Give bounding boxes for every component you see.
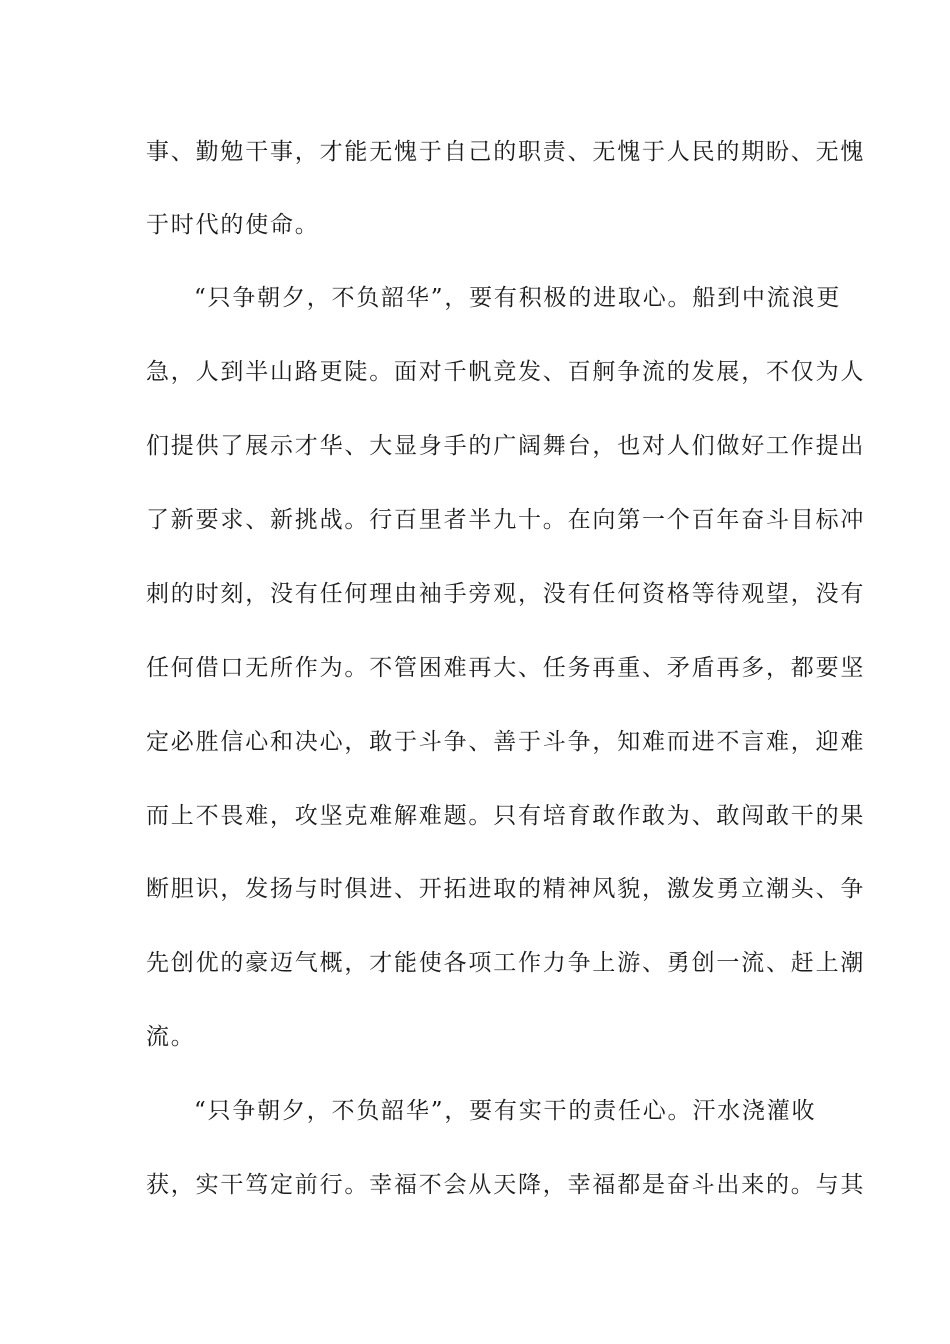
text-line: 于时代的使命。 bbox=[146, 212, 320, 238]
text-line: 获，实干笃定前行。幸福不会从天降，幸福都是奋斗出来的。与其 bbox=[146, 1172, 866, 1198]
text-line: 任何借口无所作为。不管困难再大、任务再重、矛盾再多，都要坚 bbox=[146, 655, 866, 681]
paragraph-first-line: “只争朝夕，不负韶华”，要有实干的责任心。汗水浇灌收 bbox=[194, 1098, 817, 1124]
text-line: 了新要求、新挑战。行百里者半九十。在向第一个百年奋斗目标冲 bbox=[146, 507, 866, 533]
text-line: 急，人到半山路更陡。面对千帆竞发、百舸争流的发展，不仅为人 bbox=[146, 359, 866, 385]
paragraph-first-line: “只争朝夕，不负韶华”，要有积极的进取心。船到中流浪更 bbox=[194, 285, 842, 311]
text-line: 流。 bbox=[146, 1024, 196, 1050]
text-line: 而上不畏难，攻坚克难解难题。只有培育敢作敢为、敢闯敢干的果 bbox=[146, 803, 866, 829]
text-line: 定必胜信心和决心，敢于斗争、善于斗争，知难而进不言难，迎难 bbox=[146, 729, 866, 755]
text-line: 先创优的豪迈气概，才能使各项工作力争上游、勇创一流、赶上潮 bbox=[146, 950, 866, 976]
text-line: 们提供了展示才华、大显身手的广阔舞台，也对人们做好工作提出 bbox=[146, 433, 866, 459]
text-line: 断胆识，发扬与时俱进、开拓进取的精神风貌，激发勇立潮头、争 bbox=[146, 876, 866, 902]
text-line: 刺的时刻，没有任何理由袖手旁观，没有任何资格等待观望，没有 bbox=[146, 581, 866, 607]
text-line: 事、勤勉干事，才能无愧于自己的职责、无愧于人民的期盼、无愧 bbox=[146, 139, 866, 165]
